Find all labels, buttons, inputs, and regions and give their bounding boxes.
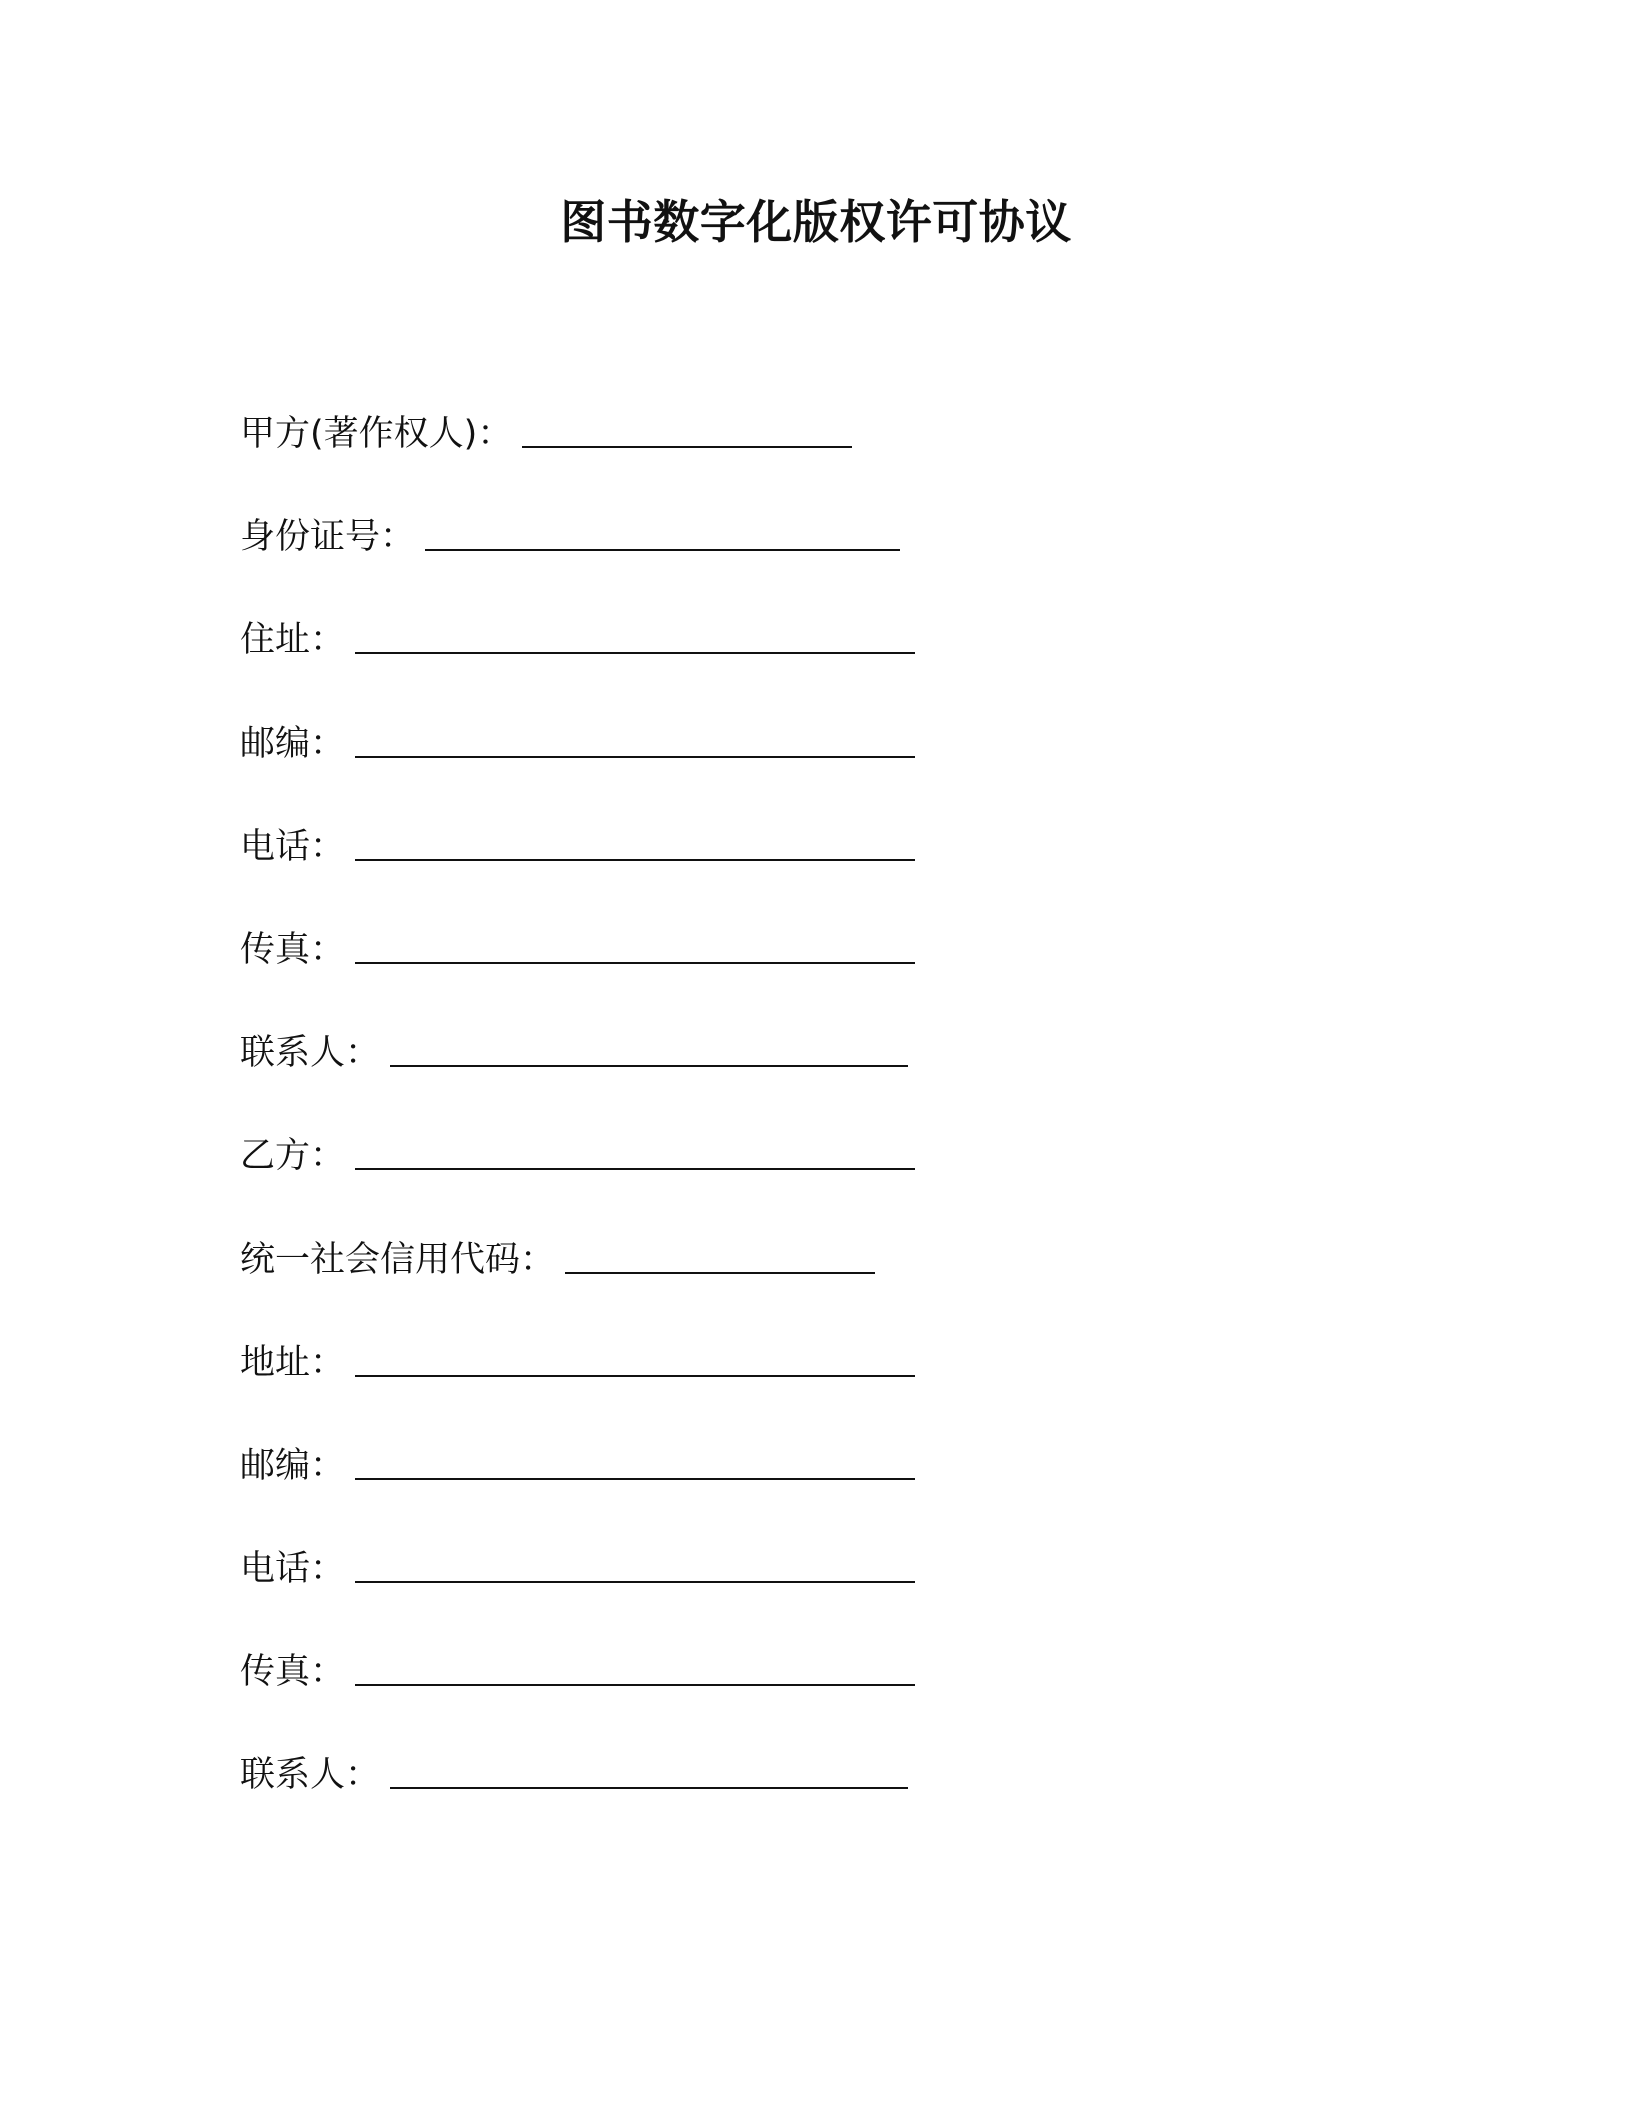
field-label: 住址 — [240, 620, 311, 661]
field-contact-a — [240, 1023, 1440, 1126]
field-colon: ： — [345, 1033, 381, 1074]
blank-line[interactable] — [355, 722, 915, 758]
document-title: 图书数字化版权许可协议 — [560, 195, 1072, 249]
blank-line[interactable] — [425, 515, 900, 551]
field-credit-code — [240, 1230, 1440, 1333]
field-contact-b — [240, 1745, 1440, 1848]
field-label: 身份证号 — [240, 517, 381, 558]
field-postcode-a — [240, 714, 1440, 817]
field-fax-a — [240, 920, 1440, 1023]
field-colon: ： — [310, 1445, 346, 1486]
field-residence — [240, 610, 1440, 713]
blank-line[interactable] — [355, 1134, 915, 1170]
field-colon: ： — [310, 1342, 346, 1383]
blank-line[interactable] — [355, 1341, 915, 1377]
field-party-b — [240, 1126, 1440, 1229]
field-phone-a — [240, 817, 1440, 920]
blank-line[interactable] — [355, 928, 915, 964]
field-colon: ： — [345, 1755, 381, 1796]
field-label: 传真 — [240, 1652, 311, 1693]
field-postcode-b — [240, 1436, 1440, 1539]
field-label: 邮编 — [240, 723, 311, 764]
field-colon: ： — [310, 826, 346, 867]
party-info-fields — [240, 404, 1440, 1849]
field-id-number — [240, 507, 1440, 610]
field-label: 地址 — [240, 1342, 311, 1383]
field-party-a — [240, 404, 1440, 507]
field-address-b — [240, 1333, 1440, 1436]
field-label: 甲方(著作权人) — [240, 414, 478, 454]
field-label: 传真 — [240, 929, 311, 970]
blank-line[interactable] — [355, 1650, 915, 1686]
field-label: 统一社会信用代码 — [240, 1239, 521, 1280]
field-colon: ： — [310, 1136, 346, 1177]
blank-line[interactable] — [355, 618, 915, 654]
field-label: 联系人 — [240, 1033, 346, 1074]
blank-line[interactable] — [355, 825, 915, 861]
field-colon: ： — [310, 929, 346, 970]
field-label: 邮编 — [240, 1445, 311, 1486]
field-colon: ： — [520, 1239, 556, 1280]
field-colon: ： — [310, 620, 346, 661]
field-colon: ： — [477, 414, 513, 454]
blank-line[interactable] — [565, 1238, 875, 1274]
field-colon: ： — [310, 1652, 346, 1693]
blank-line[interactable] — [355, 1444, 915, 1480]
field-label: 乙方 — [240, 1136, 311, 1177]
field-label: 联系人 — [240, 1755, 346, 1796]
field-label: 电话 — [240, 826, 311, 867]
blank-line[interactable] — [390, 1753, 908, 1789]
field-colon: ： — [380, 517, 416, 558]
blank-line[interactable] — [390, 1031, 908, 1067]
field-colon: ： — [310, 1549, 346, 1590]
blank-line[interactable] — [522, 412, 852, 448]
blank-line[interactable] — [355, 1547, 915, 1583]
field-phone-b — [240, 1539, 1440, 1642]
field-colon: ： — [310, 723, 346, 764]
field-fax-b — [240, 1642, 1440, 1745]
field-label: 电话 — [240, 1549, 311, 1590]
